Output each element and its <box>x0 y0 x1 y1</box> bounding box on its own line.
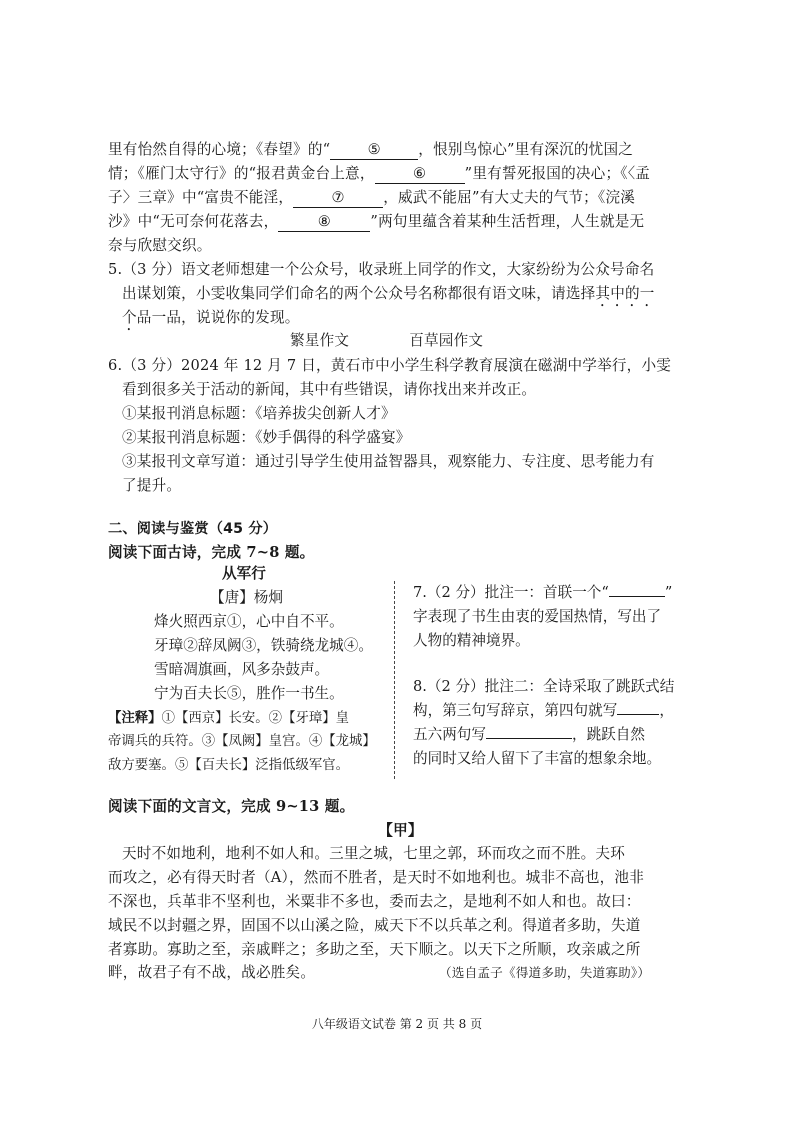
blank-7: ⑦ <box>293 189 383 208</box>
question-5: 5.（3 分）语文老师想建一个公众号，收录班上同学的作文，大家纷纷为公众号命名 <box>108 261 655 278</box>
text: ”两句里蕴含着某种生活哲理，人生就是无 <box>370 213 645 230</box>
instruction: 阅读下面的文言文，完成 9~13 题。 <box>108 798 355 815</box>
account-names <box>290 330 590 352</box>
item-3: ③某报刊文章写道：通过引导学生使用益智器具，观察能力、专注度、思考能力有 <box>122 453 655 470</box>
blank-q8-2 <box>486 738 572 739</box>
poem-line: 牙璋②辞凤阙③，铁骑绕龙城④。 <box>154 637 373 654</box>
text-line <box>108 187 693 209</box>
text-line <box>108 139 693 161</box>
item-2: ②某报刊消息标题：《妙手偶得的科学盛宴》 <box>122 429 411 446</box>
prose-line: 天时不如地利，地利不如人和。三里之城，七里之郭，环而攻之而不胜。夫环 <box>122 845 625 862</box>
text: 7.（2 分）批注一：首联一个“ <box>413 584 609 601</box>
column-divider <box>394 581 395 779</box>
question-6: 6.（3 分）2024 年 12 月 7 日，黄石市中小学生科学教育展演在磁湖中学举行，小雯 <box>108 357 672 374</box>
note-line: 敌方要塞。⑤【百夫长】泛指低级军官。 <box>108 758 350 773</box>
blank-8: ⑧ <box>278 213 370 232</box>
source-citation: （选自孟子《得道多助，失道寡助》） <box>439 965 651 980</box>
text-line: 的同时又给人留下了丰富的想象余地。 <box>413 750 662 767</box>
blank-6: ⑥ <box>375 165 465 184</box>
blank-q7 <box>609 596 665 597</box>
prose-line <box>108 962 693 984</box>
text-line <box>108 211 693 233</box>
item-1: ①某报刊消息标题：《培养拔尖创新人才》 <box>122 405 396 422</box>
text: 品一品，说说你的发现。 <box>136 309 300 326</box>
question-8: 8.（2 分）批注二：全诗采取了跳跃式结 <box>413 678 675 695</box>
text: ”里有誓死报国的决心；《〈孟 <box>464 165 651 182</box>
text: 构，第三句写辞京，第四句就写 <box>413 702 618 719</box>
blank-5: ⑤ <box>330 141 418 160</box>
poem-line: 雪暗凋旗画，风多杂鼓声。 <box>154 661 330 678</box>
poem-author: 【唐】杨炯 <box>210 589 283 606</box>
emphasis-text: 个 <box>122 309 137 326</box>
text: 出谋划策，小雯收集同学们命名的两个公众号名称都很有语文味，请选择 <box>122 285 596 302</box>
text-line <box>108 163 693 185</box>
text: 情；《雁门太守行》的“报君黄金台上意， <box>108 165 375 182</box>
text-line: 看到很多关于活动的新闻，其中有些错误，请你找出来并改正。 <box>122 381 537 398</box>
section-heading: 二、阅读与鉴赏（45 分） <box>108 521 278 537</box>
text: 沙》中“无可奈何花落去， <box>108 213 279 230</box>
text: ，跳跃自然 <box>571 726 645 743</box>
text: 里有怡然自得的心境；《春望》的“ <box>108 141 331 158</box>
text-line <box>413 724 695 746</box>
poem-line: 烽火照西京①，心中自不平。 <box>154 613 344 630</box>
text: 五六两句写 <box>413 726 486 743</box>
text: ，威武不能屈”有大丈夫的气节；《浣溪 <box>383 189 636 206</box>
poem-line: 宁为百夫长⑤，胜作一书生。 <box>154 685 344 702</box>
question-7 <box>413 582 695 604</box>
text: 畔，故君子有不战，战必胜矣。 <box>108 964 316 981</box>
prose-line: 不深也，兵革非不坚利也，米粟非不多也，委而去之，是地利不如人和也。故曰： <box>108 893 641 910</box>
poem-title: 从军行 <box>222 565 266 582</box>
prose-line: 者寡助。寡助之至，亲戚畔之；多助之至，天下顺之。以天下之所顺，攻亲戚之所 <box>108 941 641 958</box>
notes-label: 【注释】 <box>108 710 162 726</box>
blank-q8-1 <box>617 714 659 715</box>
emphasis-text: 其中的一 <box>595 285 655 302</box>
passage-label: 【甲】 <box>378 822 423 839</box>
text-line: 奈与欣慰交织。 <box>108 237 212 254</box>
prose-line: 而攻之，必有得天时者（A），然而不胜者，是天时不如地利也。城非不高也，池非 <box>108 869 645 886</box>
text: 子〉三章》中“富贵不能淫， <box>108 189 294 206</box>
text-line: 了提升。 <box>122 477 182 494</box>
text: ，恨别鸟惊心”里有深沉的忧国之 <box>418 141 634 158</box>
account-name-1: 繁星作文 <box>290 332 350 349</box>
page-footer: 八年级语文试卷 第 2 页 共 8 页 <box>311 1017 483 1031</box>
prose-line: 域民不以封疆之界，固国不以山溪之险，威天下不以兵革之利。得道者多助，失道 <box>108 917 641 934</box>
text-line: 人物的精神境界。 <box>413 632 530 649</box>
text: ①【西京】长安。②【牙璋】皇 <box>161 711 350 726</box>
account-name-2: 百草园作文 <box>409 332 484 349</box>
text-line: 字表现了书生由衷的爱国热情，写出了 <box>413 608 662 625</box>
text-line <box>122 283 692 310</box>
text-line <box>413 700 695 722</box>
instruction: 阅读下面古诗，完成 7~8 题。 <box>108 544 315 561</box>
note-line: 帝调兵的兵符。③【凤阙】皇宫。④【龙城】 <box>108 734 376 749</box>
text: ” <box>664 584 673 601</box>
text: ， <box>659 702 674 719</box>
poem-notes <box>108 707 388 730</box>
